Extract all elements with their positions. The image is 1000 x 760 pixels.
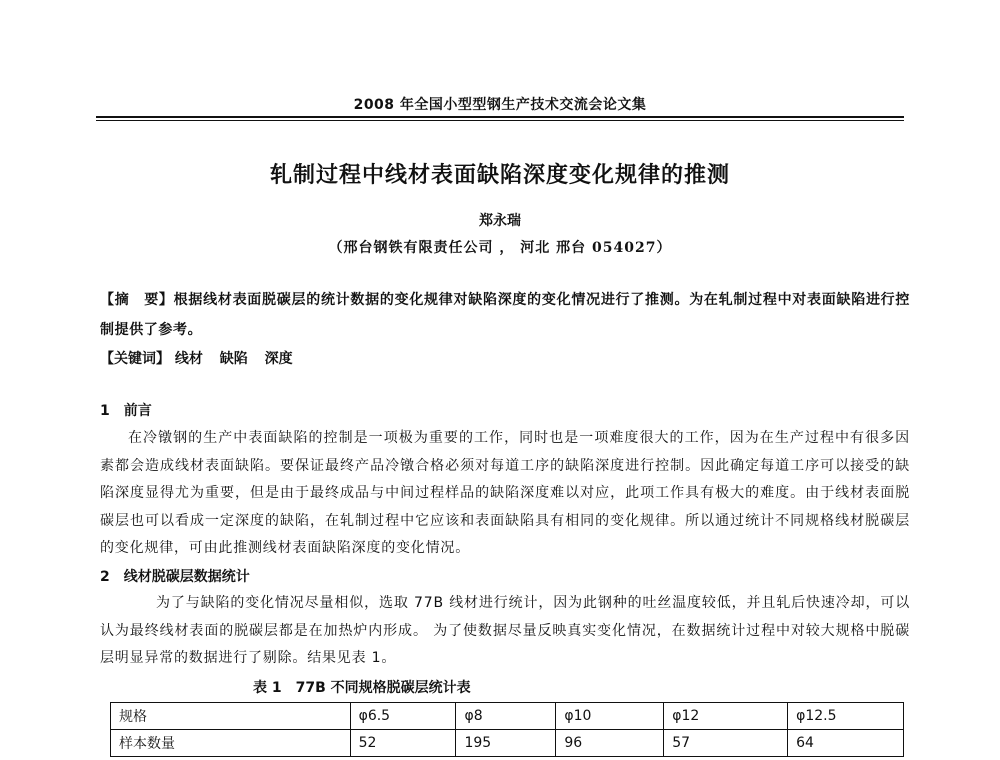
decarburization-table [110,702,904,757]
table-caption-text: 77B 不同规格脱碳层统计表 [295,680,471,696]
table-cell: 57 [664,730,788,757]
table-label: 表 1 [253,680,282,696]
section-number: 1 [100,403,110,419]
table-cell: 52 [350,730,456,757]
table-cell: 195 [456,730,556,757]
table-cell: φ6.5 [350,703,456,730]
table-cell: φ12.5 [788,703,904,730]
keywords-label: 【关键词】 [100,351,170,367]
author-name: 郑永瑞 [479,213,521,229]
section-title: 线材脱碳层数据统计 [123,569,250,585]
table-row [111,730,904,757]
keyword-item: 线材 [174,351,203,367]
paper-title: 轧制过程中线材表面缺陷深度变化规律的推测 [269,162,730,188]
table-caption [253,677,471,697]
abstract-label: 【摘 要】 [100,292,174,308]
table-cell: φ8 [456,703,556,730]
running-head: 2008 年全国小型型钢生产技术交流会论文集 [353,97,647,113]
header-rule-thick [96,116,904,118]
section-1-paragraph: 在冷镦钢的生产中表面缺陷的控制是一项极为重要的工作，同时也是一项难度很大的工作，因为在生产过程中有很多因素都会造成线材表面缺陷。要保证最终产品冷镦合格必须对每道工序的缺陷深度进行控制。因此确定每道工序可以接受的缺陷深度显得尤为重要，但是由于最终成品与中间过程样品的缺陷深度难以对应，此项工作具有极大的难度。由于线材表面脱碳层也可以看成一定深度的缺陷，在轧制过程中它应该和表面缺陷具有相同的变化规律。所以通过统计不同规格线材脱碳层的变化规律，可由此推测线材表面缺陷深度的变化情况。 [100,430,910,556]
abstract-text: 根据线材表面脱碳层的统计数据的变化规律对缺陷深度的变化情况进行了推测。为在轧制过程中对表面缺陷进行控制提供了参考。 [100,292,911,338]
section-heading-1 [100,400,152,420]
author-affiliation: （邢台钢铁有限责任公司 ， 河北 邢台 054027） [328,240,672,256]
table-cell: φ10 [556,703,664,730]
abstract [100,285,910,345]
table-cell: 64 [788,730,904,757]
section-2-paragraph: 为了与缺陷的变化情况尽量相似，选取 77B 线材进行统计，因为此钢种的吐丝温度较低，并且轧后快速冷却，可以认为最终线材表面的脱碳层都是在加热炉内形成。 为了使数据尽量反映真实变化情况，在数据统计过程中对较大规格中脱碳层明显异常的数据进行了剔除。结果见表 1。 [100,595,910,666]
section-number: 2 [100,569,110,585]
keywords [100,344,910,374]
keyword-item: 缺陷 [219,351,248,367]
table-cell: 规格 [111,703,351,730]
header-rule-thin [96,120,904,121]
table-cell: φ12 [664,703,788,730]
section-title: 前言 [123,403,152,419]
table-row [111,703,904,730]
section-heading-2 [100,566,250,586]
table-cell: 样本数量 [111,730,351,757]
table-cell: 96 [556,730,664,757]
keyword-item: 深度 [264,351,293,367]
